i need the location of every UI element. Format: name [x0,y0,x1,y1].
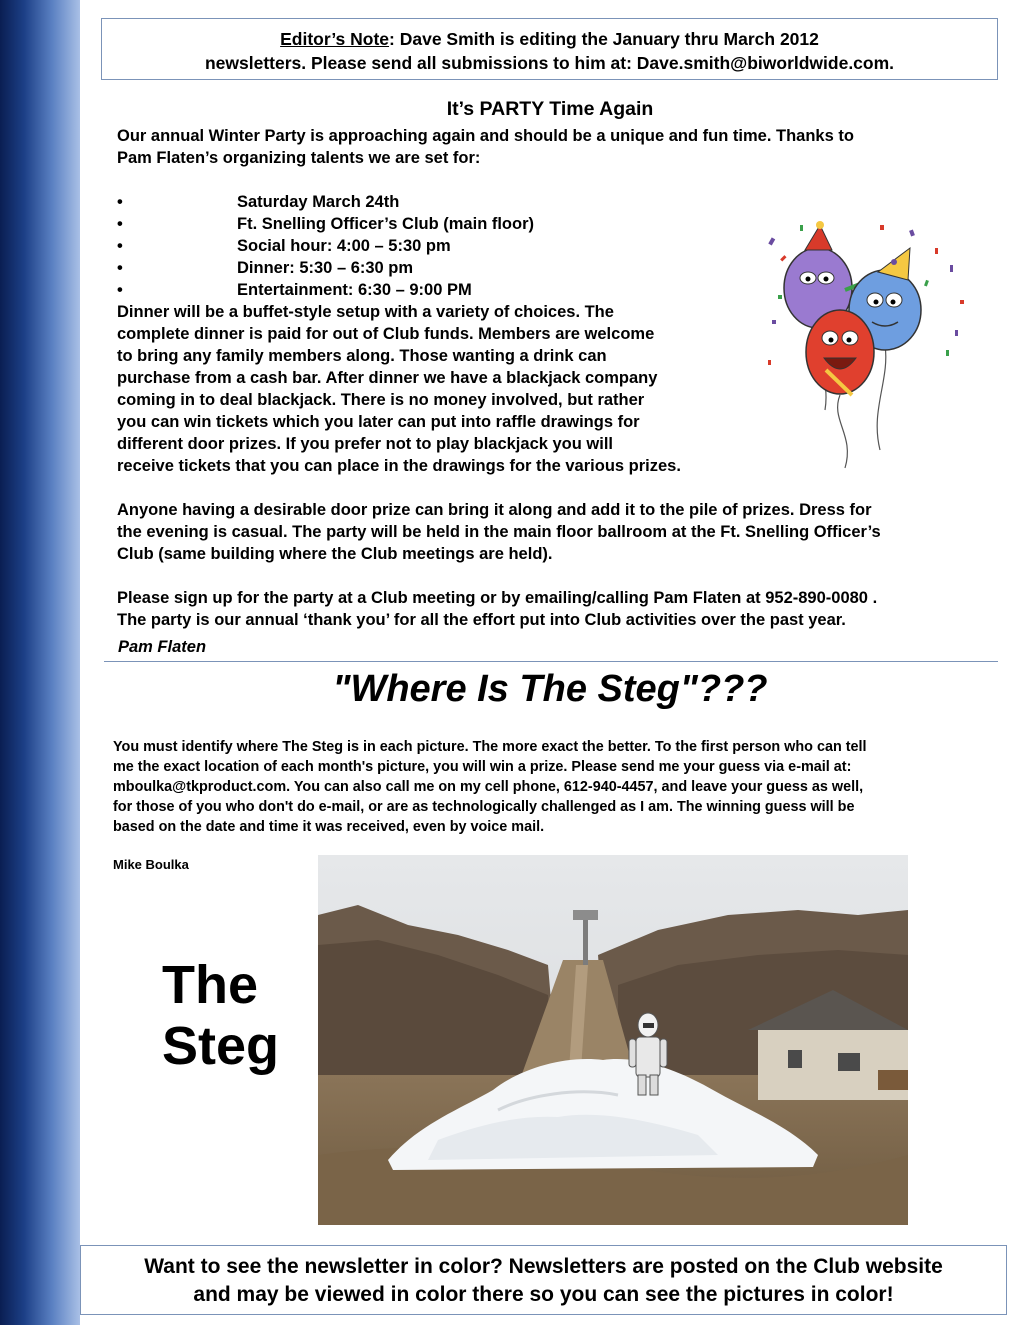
party-detail-text: Ft. Snelling Officer’s Club (main floor) [237,215,535,233]
party-intro-line: Pam Flaten’s organizing talents we are set for: [117,149,481,167]
steg-body-line: based on the date and time it was received, even by voice mail. [113,819,545,835]
dinner-line: Dinner will be a buffet-style setup with a variety of choices. The [117,303,614,321]
door-prize-line: Club (same building where the Club meetings are held). [117,545,553,563]
party-detail-text: Social hour: 4:00 – 5:30 pm [237,237,451,255]
dinner-line: you can win tickets which you later can put into raffle drawings for [117,413,640,431]
steg-body-line: mboulka@tkproduct.com. You can also call me on my cell phone, 612-940-4457, and leave your guess as well, [113,779,864,795]
dinner-line: coming in to deal blackjack. There is no money involved, but rather [117,391,645,409]
section-divider [104,661,998,662]
footer-line: and may be viewed in color there so you can see the pictures in color! [193,1283,894,1306]
bullet-icon: • [117,215,123,233]
dinner-line: to bring any family members along. Those wanting a drink can [117,347,607,365]
steg-caption-line: Steg [162,1016,280,1076]
footer-line: Want to see the newsletter in color? Newsletters are posted on the Club website [144,1255,943,1278]
door-prize-line: Anyone having a desirable door prize can bring it along and add it to the pile of prizes. Dress for [117,501,872,519]
bullet-icon: • [117,281,123,299]
bullet-icon: • [117,259,123,277]
steg-signature: Mike Boulka [113,857,189,872]
party-detail-item [117,191,997,213]
editor-note-line1 [102,27,997,51]
steg-caption-line: The [162,955,259,1015]
signup-line: The party is our annual ‘thank you’ for all the effort put into Club activities over the past year. [117,611,846,629]
dinner-line: complete dinner is paid for out of Club funds. Members are welcome [117,325,655,343]
editor-note-line2: newsletters. Please send all submissions to him at: Dave.smith@biworldwide.com. [204,53,895,73]
footer-color-notice [80,1245,1007,1315]
editor-note-label: Editor’s Note [280,29,390,49]
dinner-line: different door prizes. If you prefer not to play blackjack you will [117,435,614,453]
bullet-icon: • [117,193,123,211]
editor-note-box [101,18,998,80]
party-intro-line: Our annual Winter Party is approaching again and should be a unique and fun time. Thanks to [117,127,854,145]
party-detail-text: Dinner: 5:30 – 6:30 pm [237,259,414,277]
steg-article [113,737,993,837]
party-detail-text: Saturday March 24th [237,193,400,211]
dinner-line: receive tickets that you can place in the drawings for the various prizes. [117,457,681,475]
steg-body-line: You must identify where The Steg is in each picture. The more exact the better. To the first person who can tell [113,739,867,755]
steg-photo [318,855,908,1225]
steg-section-title: "Where Is The Steg"??? [332,668,768,710]
party-balloons-illustration [760,220,970,470]
dinner-line: purchase from a cash bar. After dinner we have a blackjack company [117,369,658,387]
door-prize-line: the evening is casual. The party will be held in the main floor ballroom at the Ft. Snelling Officer’s [117,523,881,541]
party-detail-text: Entertainment: 6:30 – 9:00 PM [237,281,472,299]
bullet-icon: • [117,237,123,255]
party-signature: Pam Flaten [118,638,207,656]
left-sidebar-gradient [0,0,80,1325]
steg-caption [162,955,279,1077]
editor-note-text: : Dave Smith is editing the January thru March 2012 [389,29,819,49]
signup-line: Please sign up for the party at a Club meeting or by emailing/calling Pam Flaten at 952-890-0080 . [117,589,878,607]
party-title: It’s PARTY Time Again [446,98,654,120]
dinner-paragraph [117,301,757,477]
steg-body-line: me the exact location of each month's picture, you will win a prize. Please send me your guess via e-mail at: [113,759,852,775]
steg-body-line: for those of you who don't do e-mail, or are as technologically challenged as I am. The winning guess will be [113,799,855,815]
